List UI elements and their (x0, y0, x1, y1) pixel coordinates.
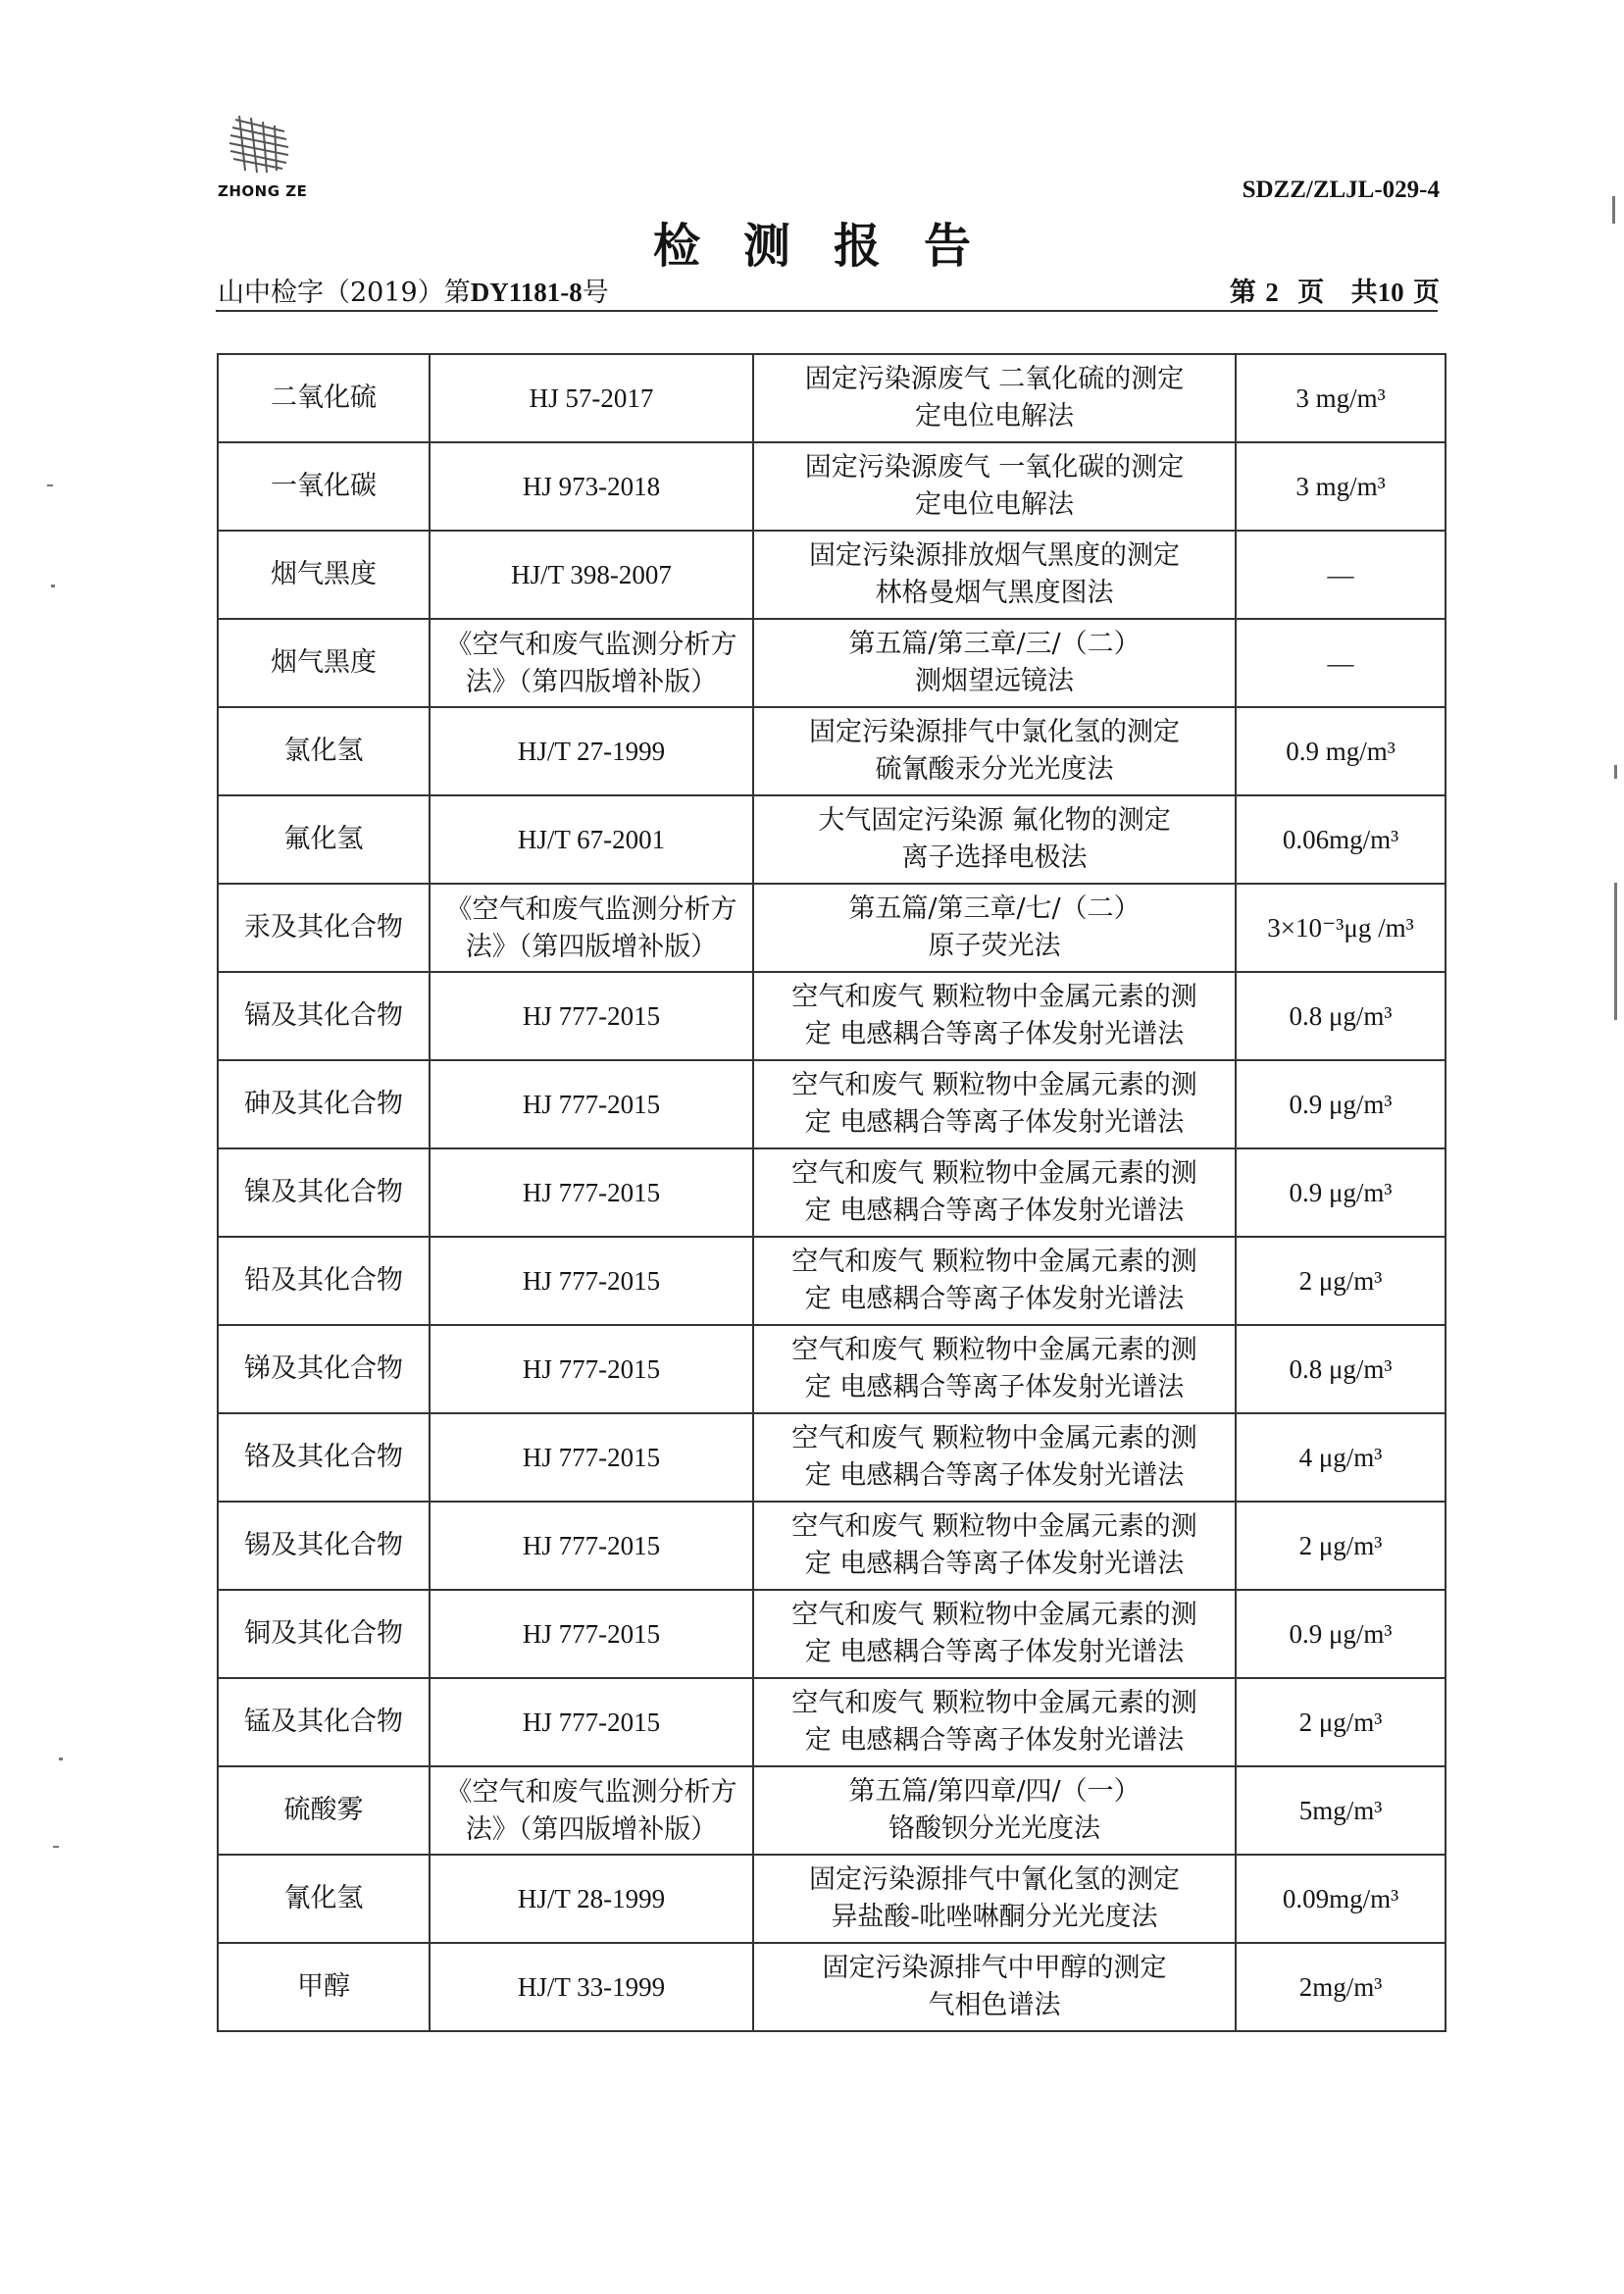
method-line-2: 定 电感耦合等离子体发射光谱法 (804, 1549, 1185, 1579)
detection-limit-cell: 2mg/m³ (1236, 1943, 1446, 2031)
standard-cell: HJ/T 33-1999 (430, 1943, 753, 2031)
detection-limit-cell: 5mg/m³ (1236, 1766, 1446, 1855)
table-row (218, 1148, 1446, 1237)
method-cell (753, 1943, 1236, 2031)
method-cell (753, 442, 1236, 531)
method-line-2: 测烟望远镜法 (915, 666, 1074, 696)
item-cell: 铜及其化合物 (218, 1590, 430, 1678)
item-cell: 镉及其化合物 (218, 972, 430, 1060)
method-line-1: 固定污染源排气中甲醇的测定 (822, 1953, 1167, 1983)
scan-speck (47, 484, 53, 486)
method-line-2: 定 电感耦合等离子体发射光谱法 (804, 1019, 1185, 1049)
method-line-1: 大气固定污染源 氟化物的测定 (818, 805, 1171, 836)
page-title: 检测报告 (652, 219, 1014, 274)
table-row (218, 1325, 1446, 1413)
method-cell (753, 354, 1236, 442)
scan-speck (1614, 765, 1617, 779)
standard-cell: HJ/T 27-1999 (430, 707, 753, 795)
method-line-1: 固定污染源废气 一氧化碳的测定 (804, 452, 1185, 483)
detection-limit-cell: 3 mg/m³ (1236, 442, 1446, 531)
item-cell: 烟气黑度 (218, 531, 430, 619)
table-row (218, 1502, 1446, 1590)
method-line-1: 空气和废气 颗粒物中金属元素的测 (791, 1600, 1197, 1630)
table-row (218, 795, 1446, 884)
table-row (218, 1943, 1446, 2031)
method-line-1: 空气和废气 颗粒物中金属元素的测 (791, 1511, 1197, 1542)
method-line-2: 定 电感耦合等离子体发射光谱法 (804, 1107, 1185, 1138)
method-cell (753, 1325, 1236, 1413)
report-code: DY1181-8 (470, 278, 583, 307)
method-cell (753, 1502, 1236, 1590)
standard-cell: HJ 777-2015 (430, 1502, 753, 1590)
item-cell: 锡及其化合物 (218, 1502, 430, 1590)
table-row (218, 619, 1446, 707)
item-cell: 甲醇 (218, 1943, 430, 2031)
method-line-2: 定 电感耦合等离子体发射光谱法 (804, 1372, 1185, 1402)
detection-limit-cell: — (1236, 531, 1446, 619)
standard-cell: HJ/T 28-1999 (430, 1855, 753, 1943)
method-line-1: 第五篇/第三章/七/（二） (848, 893, 1141, 924)
method-line-2: 离子选择电极法 (901, 842, 1088, 873)
standard-cell: HJ 777-2015 (430, 1148, 753, 1237)
method-cell (753, 1590, 1236, 1678)
method-line-2: 异盐酸-吡唑啉酮分光光度法 (831, 1902, 1158, 1932)
page-label: 页 (1297, 278, 1325, 308)
method-line-1: 空气和废气 颗粒物中金属元素的测 (791, 1247, 1197, 1277)
method-cell (753, 1413, 1236, 1502)
item-cell: 铅及其化合物 (218, 1237, 430, 1325)
table-row (218, 1590, 1446, 1678)
method-line-2: 定 电感耦合等离子体发射光谱法 (804, 1196, 1185, 1226)
item-cell: 硫酸雾 (218, 1766, 430, 1855)
detection-limit-cell: 4 μg/m³ (1236, 1413, 1446, 1502)
detection-limit-cell: — (1236, 619, 1446, 707)
item-cell: 铬及其化合物 (218, 1413, 430, 1502)
method-line-2: 林格曼烟气黑度图法 (875, 578, 1114, 608)
detection-limit-cell: 0.8 μg/m³ (1236, 1325, 1446, 1413)
detection-limit-cell: 3×10⁻³μg /m³ (1236, 884, 1446, 972)
method-cell (753, 1148, 1236, 1237)
scan-speck (1614, 883, 1617, 1020)
item-cell: 氰化氢 (218, 1855, 430, 1943)
table-row (218, 1060, 1446, 1148)
method-line-2: 定电位电解法 (915, 401, 1074, 432)
method-line-1: 第五篇/第四章/四/（一） (848, 1776, 1141, 1807)
table-row (218, 972, 1446, 1060)
method-cell (753, 1237, 1236, 1325)
page-label: 第 (1229, 278, 1256, 308)
scan-speck (51, 585, 55, 587)
detection-limit-cell: 0.9 mg/m³ (1236, 707, 1446, 795)
method-line-1: 空气和废气 颗粒物中金属元素的测 (791, 1158, 1197, 1189)
method-line-2: 定 电感耦合等离子体发射光谱法 (804, 1284, 1185, 1314)
standard-cell: 《空气和废气监测分析方法》（第四版增补版） (430, 1766, 753, 1855)
method-line-2: 定电位电解法 (915, 489, 1074, 520)
scan-speck (59, 1758, 63, 1760)
table-row (218, 707, 1446, 795)
detection-limit-cell: 0.8 μg/m³ (1236, 972, 1446, 1060)
method-line-2: 气相色谱法 (928, 1990, 1061, 2020)
detection-limit-cell: 0.9 μg/m³ (1236, 1060, 1446, 1148)
standard-cell: HJ 973-2018 (430, 442, 753, 531)
detection-limit-cell: 2 μg/m³ (1236, 1502, 1446, 1590)
table-row (218, 354, 1446, 442)
table-row (218, 1855, 1446, 1943)
method-line-2: 原子荧光法 (928, 931, 1061, 961)
method-cell (753, 1060, 1236, 1148)
item-cell: 锰及其化合物 (218, 1678, 430, 1766)
method-line-1: 固定污染源废气 二氧化硫的测定 (804, 364, 1185, 394)
detection-limit-cell: 3 mg/m³ (1236, 354, 1446, 442)
item-cell: 一氧化碳 (218, 442, 430, 531)
table-row (218, 1766, 1446, 1855)
method-cell (753, 1766, 1236, 1855)
standard-cell: HJ 777-2015 (430, 1678, 753, 1766)
scan-speck (1612, 196, 1615, 224)
method-line-1: 空气和废气 颗粒物中金属元素的测 (791, 1070, 1197, 1100)
standard-cell: 《空气和废气监测分析方法》（第四版增补版） (430, 619, 753, 707)
method-cell (753, 1678, 1236, 1766)
method-line-1: 固定污染源排放烟气黑度的测定 (809, 540, 1180, 571)
method-line-2: 硫氰酸汞分光光度法 (875, 754, 1114, 785)
item-cell: 砷及其化合物 (218, 1060, 430, 1148)
standard-cell: HJ 777-2015 (430, 1413, 753, 1502)
standard-cell: HJ 777-2015 (430, 1590, 753, 1678)
standard-cell: HJ 777-2015 (430, 1325, 753, 1413)
item-cell: 锑及其化合物 (218, 1325, 430, 1413)
page-label: 共 (1350, 278, 1378, 308)
standard-cell: HJ/T 398-2007 (430, 531, 753, 619)
method-line-1: 空气和废气 颗粒物中金属元素的测 (791, 1688, 1197, 1718)
standard-cell: HJ 57-2017 (430, 354, 753, 442)
method-line-1: 空气和废气 颗粒物中金属元素的测 (791, 982, 1197, 1012)
method-line-2: 定 电感耦合等离子体发射光谱法 (804, 1725, 1185, 1756)
detection-limit-cell: 0.09mg/m³ (1236, 1855, 1446, 1943)
page-total: 10 (1377, 278, 1404, 307)
standard-cell: HJ 777-2015 (430, 1060, 753, 1148)
table-row (218, 884, 1446, 972)
method-line-1: 固定污染源排气中氰化氢的测定 (809, 1864, 1180, 1895)
detection-limit-cell: 0.9 μg/m³ (1236, 1148, 1446, 1237)
table-row (218, 1678, 1446, 1766)
method-cell (753, 707, 1236, 795)
table-row (218, 531, 1446, 619)
method-line-1: 空气和废气 颗粒物中金属元素的测 (791, 1335, 1197, 1365)
item-cell: 氟化氢 (218, 795, 430, 884)
standard-cell: HJ 777-2015 (430, 1237, 753, 1325)
method-cell (753, 795, 1236, 884)
table-row (218, 1237, 1446, 1325)
page-label: 页 (1413, 278, 1440, 308)
method-line-1: 空气和废气 颗粒物中金属元素的测 (791, 1423, 1197, 1453)
page-current: 2 (1265, 278, 1279, 307)
item-cell: 汞及其化合物 (218, 884, 430, 972)
report-suffix: 号 (582, 278, 609, 308)
method-line-1: 固定污染源排气中氯化氢的测定 (809, 717, 1180, 747)
method-cell (753, 884, 1236, 972)
page-indicator (1230, 271, 1440, 309)
item-cell: 二氧化硫 (218, 354, 430, 442)
detection-limit-cell: 2 μg/m³ (1236, 1237, 1446, 1325)
detection-limit-cell: 0.9 μg/m³ (1236, 1590, 1446, 1678)
item-cell: 氯化氢 (218, 707, 430, 795)
standard-cell: 《空气和废气监测分析方法》（第四版增补版） (430, 884, 753, 972)
method-cell (753, 972, 1236, 1060)
document-code: SDZZ/ZLJL-029-4 (1242, 177, 1440, 203)
report-prefix: 山中检字（2019）第 (218, 278, 471, 308)
logo-text: ZHONG ZE (218, 182, 308, 200)
method-cell (753, 1855, 1236, 1943)
item-cell: 镍及其化合物 (218, 1148, 430, 1237)
header-divider (216, 310, 1438, 312)
table-row (218, 1413, 1446, 1502)
method-cell (753, 531, 1236, 619)
method-cell (753, 619, 1236, 707)
report-number (218, 271, 609, 309)
method-table (217, 353, 1446, 2032)
detection-limit-cell: 2 μg/m³ (1236, 1678, 1446, 1766)
method-line-2: 铬酸钡分光光度法 (888, 1813, 1100, 1844)
detection-limit-cell: 0.06mg/m³ (1236, 795, 1446, 884)
method-line-2: 定 电感耦合等离子体发射光谱法 (804, 1637, 1185, 1667)
method-line-2: 定 电感耦合等离子体发射光谱法 (804, 1460, 1185, 1491)
scan-speck (53, 1846, 59, 1848)
standard-cell: HJ/T 67-2001 (430, 795, 753, 884)
item-cell: 烟气黑度 (218, 619, 430, 707)
standard-cell: HJ 777-2015 (430, 972, 753, 1060)
method-line-1: 第五篇/第三章/三/（二） (848, 629, 1141, 659)
table-row (218, 442, 1446, 531)
